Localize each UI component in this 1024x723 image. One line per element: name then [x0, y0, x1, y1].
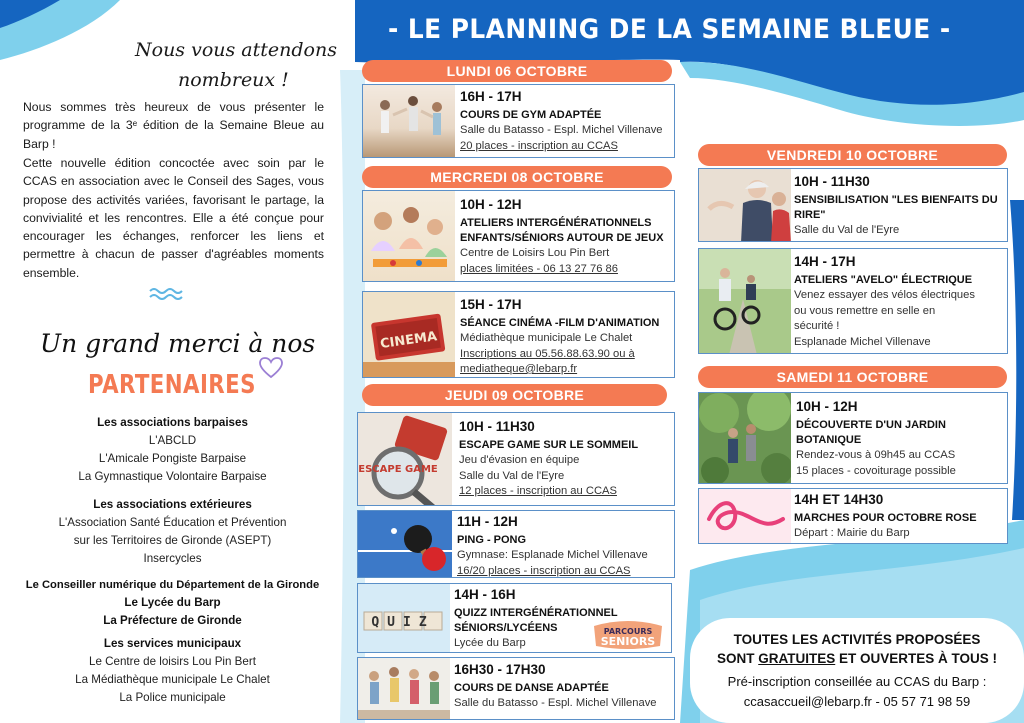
event-time: 15H - 17H [460, 297, 522, 312]
event-registration: 12 places - inscription au CCAS [459, 485, 617, 497]
event-time: 10H - 11H30 [459, 419, 535, 434]
day-header-jeudi: JEUDI 09 OCTOBRE [362, 384, 667, 406]
day-header-vendredi: VENDREDI 10 OCTOBRE [698, 144, 1007, 166]
event-location: Médiathèque municipale Le Chalet [460, 332, 633, 344]
event-title-cont: BOTANIQUE [796, 434, 862, 446]
event-title: SÉANCE CINÉMA -FILM D'ANIMATION [460, 317, 660, 329]
photo-ateliers [363, 191, 455, 281]
event-registration: 15 places - covoiturage possible [796, 464, 956, 477]
event-desc: ou vous remettre en selle en [794, 304, 936, 317]
event-time: 14H - 16H [454, 587, 516, 602]
partner-group-head: Les services municipaux [103, 637, 242, 650]
event-title: PING - PONG [457, 534, 527, 546]
pink-ribbon-icon [699, 489, 791, 543]
event-time: 16H - 17H [460, 89, 522, 104]
event-location: Gymnase: Esplanade Michel Villenave [457, 549, 648, 561]
event-registration: 20 places - inscription au CCAS [460, 139, 618, 152]
event-title-cont: SÉNIORS/LYCÉENS [454, 622, 558, 634]
logo-line2: SENIORS [600, 635, 656, 648]
partner-group-head: La Préfecture de Gironde [103, 614, 242, 627]
event-email[interactable]: mediatheque@lebarp.fr [460, 363, 578, 375]
photo-quizz [358, 584, 450, 652]
partner-group-head: Le Lycée du Barp [124, 596, 221, 609]
partner-group-head: Le Conseiller numérique du Département de la Gironde [25, 579, 320, 591]
event-card-cinema [362, 291, 675, 378]
partner-group-head: Les associations extérieures [93, 498, 252, 511]
event-title: ESCAPE GAME SUR LE SOMMEIL [459, 439, 639, 451]
event-card-danse [357, 657, 675, 720]
event-title-cont: RIRE" [794, 209, 826, 221]
event-time: 11H - 12H [457, 514, 518, 529]
event-card-quizz [357, 583, 672, 653]
photo-gym [363, 85, 455, 157]
partner-line: La Gymnastique Volontaire Barpaise [78, 470, 267, 483]
partner-line: Insercycles [143, 552, 202, 565]
partner-line: Le Centre de loisirs Lou Pin Bert [89, 655, 256, 668]
cinema-ticket-text: CINEMA [379, 329, 438, 352]
heart-icon [258, 356, 284, 380]
event-title: COURS DE DANSE ADAPTÉE [454, 682, 609, 694]
wave-divider-icon [149, 286, 185, 302]
escape-photo-text: ESCAPE GAME [358, 464, 438, 475]
event-location: Départ : Mairie du Barp [794, 527, 910, 539]
event-title: ATELIERS "AVELO" ÉLECTRIQUE [794, 274, 973, 286]
event-registration: Inscriptions au 05.56.88.63.90 ou à [460, 347, 635, 360]
partners-list [0, 414, 345, 707]
footer-line2 [692, 649, 1022, 668]
partner-line: L'Association Santé Éducation et Prévention [58, 516, 287, 529]
partner-line: L'ABCLD [148, 434, 197, 447]
event-desc: Jeu d'évasion en équipe [459, 454, 580, 466]
intro-paragraph-1: Nous sommes très heureux de vous présenter le programme de la 3ᵉ édition de la Semaine Bleue au Barp ! [23, 100, 324, 151]
event-card-escape [357, 412, 675, 506]
event-location: Salle du Batasso - Espl. Michel Villenave [460, 124, 663, 136]
quiz-blocks-text: QUIZ [371, 615, 435, 630]
photo-rire [699, 169, 791, 241]
page-title: - LE PLANNING DE LA SEMAINE BLEUE - [388, 14, 951, 45]
event-title: ATELIERS INTERGÉNÉRATIONNELS [460, 217, 652, 229]
event-title: MARCHES POUR OCTOBRE ROSE [794, 512, 977, 524]
event-time: 14H ET 14H30 [794, 492, 884, 507]
day-header-mercredi: MERCREDI 08 OCTOBRE [362, 166, 672, 188]
photo-danse [358, 658, 450, 719]
partners-title: PARTENAIRES [88, 370, 256, 400]
event-time: 10H - 11H30 [794, 174, 870, 189]
event-card-marches [698, 488, 1008, 544]
event-card-ateliers [362, 190, 675, 282]
photo-escape [358, 413, 452, 505]
event-title: QUIZZ INTERGÉNÉRATIONNEL [454, 607, 618, 619]
event-location: Centre de Loisirs Lou Pin Bert [460, 247, 610, 259]
day-header-samedi: SAMEDI 11 OCTOBRE [698, 366, 1007, 388]
footer-line2-a: SONT [716, 651, 759, 666]
intro-paragraph-2: Cette nouvelle édition concoctée avec soin par le CCAS en association avec le Conseil des Sages, vous propose des activités variées, favorisant le partage, la convivialité et les rencontres. Elle a été conçue pour encourager les échanges, renforcer les liens et permettre à chacun de passer d'agréables moments ensemble. [23, 156, 324, 280]
day-header-lundi: LUNDI 06 OCTOBRE [362, 60, 672, 82]
event-location: Salle du Batasso - Espl. Michel Villenave [454, 697, 657, 709]
partner-line: L'Amicale Pongiste Barpaise [98, 452, 247, 465]
event-card-ping [357, 510, 675, 578]
event-desc: Venez essayer des vélos électriques [794, 289, 975, 301]
photo-ping [358, 511, 452, 577]
footer-info [692, 630, 1022, 712]
welcome-script-line1: Nous vous attendons [135, 39, 337, 61]
welcome-script-line2: nombreux ! [178, 69, 289, 91]
partner-group-head: Les associations barpaises [97, 416, 248, 429]
photo-avelo [699, 249, 791, 353]
event-location: Lycée du Barp [454, 637, 526, 649]
event-title: SENSIBILISATION "LES BIENFAITS DU [794, 194, 998, 206]
event-card-jardin [698, 392, 1008, 484]
logo-line1: PARCOURS [603, 627, 653, 636]
event-location: Salle du Val de l'Eyre [794, 224, 900, 236]
partners-script-title: Un grand merci à nos [40, 329, 316, 358]
footer-line3: Pré-inscription conseillée au CCAS du Barp : [727, 674, 987, 689]
event-desc: Rendez-vous à 09h45 au CCAS [796, 449, 956, 461]
event-card-rire [698, 168, 1008, 242]
event-desc: sécurité ! [794, 320, 840, 332]
event-location: Esplanade Michel Villenave [794, 335, 931, 348]
partner-line: sur les Territoires de Gironde (ASEPT) [73, 534, 272, 547]
event-location: Salle du Val de l'Eyre [459, 469, 565, 482]
photo-ruban-rose [699, 489, 791, 543]
event-time: 10H - 12H [460, 197, 522, 212]
event-registration: places limitées - 06 13 27 76 86 [460, 262, 618, 275]
footer-line2-c: ET OUVERTES À TOUS ! [835, 651, 998, 666]
partner-line: La Médiathèque municipale Le Chalet [75, 673, 270, 686]
event-title: DÉCOUVERTE D'UN JARDIN [796, 419, 946, 431]
footer-contact[interactable]: ccasaccueil@lebarp.fr - 05 57 71 98 59 [743, 694, 971, 709]
footer-free: GRATUITES [758, 651, 836, 666]
footer-line1: TOUTES LES ACTIVITÉS PROPOSÉES [733, 632, 981, 647]
partner-line: La Police municipale [119, 691, 226, 704]
event-title-cont: ENFANTS/SÉNIORS AUTOUR DE JEUX [460, 232, 664, 244]
event-time: 14H - 17H [794, 254, 856, 269]
photo-cinema [363, 292, 455, 377]
photo-jardin [699, 393, 791, 483]
event-card-gym [362, 84, 675, 158]
event-registration: 16/20 places - inscription au CCAS [457, 564, 631, 577]
parcours-seniors-logo [590, 620, 666, 650]
event-time: 16H30 - 17H30 [454, 662, 546, 677]
event-card-avelo [698, 248, 1008, 354]
event-time: 10H - 12H [796, 399, 858, 414]
event-title: COURS DE GYM ADAPTÉE [460, 109, 602, 121]
